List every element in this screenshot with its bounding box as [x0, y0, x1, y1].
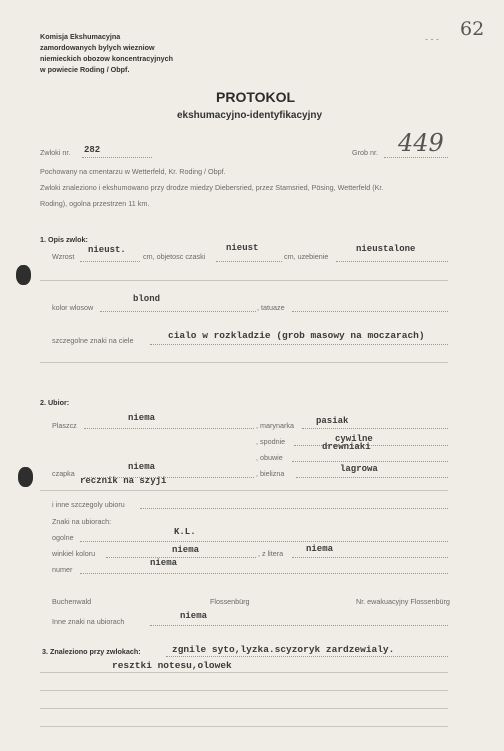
- bielizna-label: , bielizna: [256, 469, 285, 478]
- ewakuacyjny-label: Nr. ewakuacyjny Flossenbürg: [356, 597, 450, 606]
- zwloki-text-2: Roding), ogolna przestrzen 11 km.: [40, 199, 150, 208]
- inne-znaki-label: Inne znaki na ubiorach: [52, 617, 125, 626]
- grob-label: Grob nr.: [352, 148, 378, 157]
- litera-label: , z litera: [258, 549, 284, 558]
- wzrost-value: nieust.: [88, 245, 126, 255]
- winkiel-value: niema: [172, 545, 200, 555]
- plaszcz-value: niema: [128, 413, 156, 423]
- org-line-2: zamordowanych bylych wiezniow: [40, 43, 155, 52]
- kolor-value: blond: [133, 294, 161, 304]
- zwloki-label: Zwloki nr.: [40, 148, 71, 157]
- znaleziono-line-2: resztki notesu,olowek: [112, 660, 232, 671]
- czaszka-value: nieust: [226, 243, 259, 253]
- inne-szczegoly-label: i inne szczegoly ubioru: [52, 500, 125, 509]
- znaki-ubior-label: Znaki na ubiorach:: [52, 517, 112, 526]
- znaleziono-line-1: zgnile syto,lyzka.scyzoryk zardzewialy.: [172, 644, 395, 655]
- spodnie-label: , spodnie: [256, 437, 286, 446]
- tatuaze-label: , tatuaze: [257, 303, 285, 312]
- punch-hole-bottom: [18, 467, 33, 487]
- cm-objetosc-label: cm, objetosc czaski: [143, 252, 206, 261]
- opis-heading: 1. Opis zwlok:: [40, 235, 88, 244]
- ubior-heading: 2. Ubior:: [40, 398, 70, 407]
- page-title: PROTOKOL: [216, 89, 296, 105]
- znaki-value: cialo w rozkladzie (grob masowy na moczarach): [168, 330, 425, 341]
- znaleziono-heading: 3. Znaleziono przy zwlokach:: [42, 647, 141, 656]
- czapka-value: niema: [128, 462, 156, 472]
- plaszcz-label: Plaszcz: [52, 421, 77, 430]
- org-line-1: Komisja Ekshumacyjna: [40, 32, 121, 41]
- marynarka-label: , marynarka: [256, 421, 294, 430]
- page-number: 62: [460, 18, 485, 40]
- litera-value: niema: [306, 544, 334, 554]
- kolor-label: kolor wlosow: [52, 303, 94, 312]
- wzrost-label: Wzrost: [52, 252, 75, 261]
- punch-hole-top: [16, 265, 31, 285]
- zwloki-number: 282: [84, 145, 101, 155]
- numer-label: numer: [52, 565, 73, 574]
- grob-number: 449: [398, 129, 444, 157]
- spodnie-value: cywilne: [335, 434, 373, 444]
- uzebienie-value: nieustalone: [356, 244, 416, 254]
- marynarka-value: pasiak: [316, 416, 349, 426]
- org-line-3: niemieckich obozow koncentracyjnych: [40, 54, 174, 63]
- buchenwald-label: Buchenwald: [52, 597, 92, 606]
- cm-uzebienie-label: cm, uzebienie: [284, 252, 329, 261]
- znaki-label: szczegolne znaki na ciele: [52, 336, 134, 345]
- inne-znaki-value: niema: [180, 611, 208, 621]
- pochowany-text: Pochowany na cmentarzu w Wetterfeld, Kr. Roding / Obpf.: [40, 167, 226, 176]
- zwloki-text-1: Zwloki znaleziono i ekshumowano przy drodze miedzy Diebersried, przez Stamsried, Pösing, Wetterfeld (Kr.: [40, 183, 384, 192]
- corner-dashes: - - -: [425, 34, 439, 44]
- page-subtitle: ekshumacyjno-identyfikacyjny: [177, 110, 323, 121]
- org-line-4: w powiecie Roding / Obpf.: [40, 65, 130, 74]
- obuwie-value: drewniaki: [322, 442, 371, 452]
- winkiel-label: winkiel koloru: [52, 549, 96, 558]
- ogolne-value: K.L.: [174, 527, 196, 537]
- czapka-label: czapka: [52, 469, 75, 478]
- bielizna-value: lagrowa: [340, 464, 378, 474]
- flossenburg-label: Flossenbürg: [210, 597, 250, 606]
- obuwie-label: , obuwie: [256, 453, 283, 462]
- numer-value: niema: [150, 558, 178, 568]
- ogolne-label: ogolne: [52, 533, 74, 542]
- czapka-extra: recznik na szyji: [80, 476, 167, 486]
